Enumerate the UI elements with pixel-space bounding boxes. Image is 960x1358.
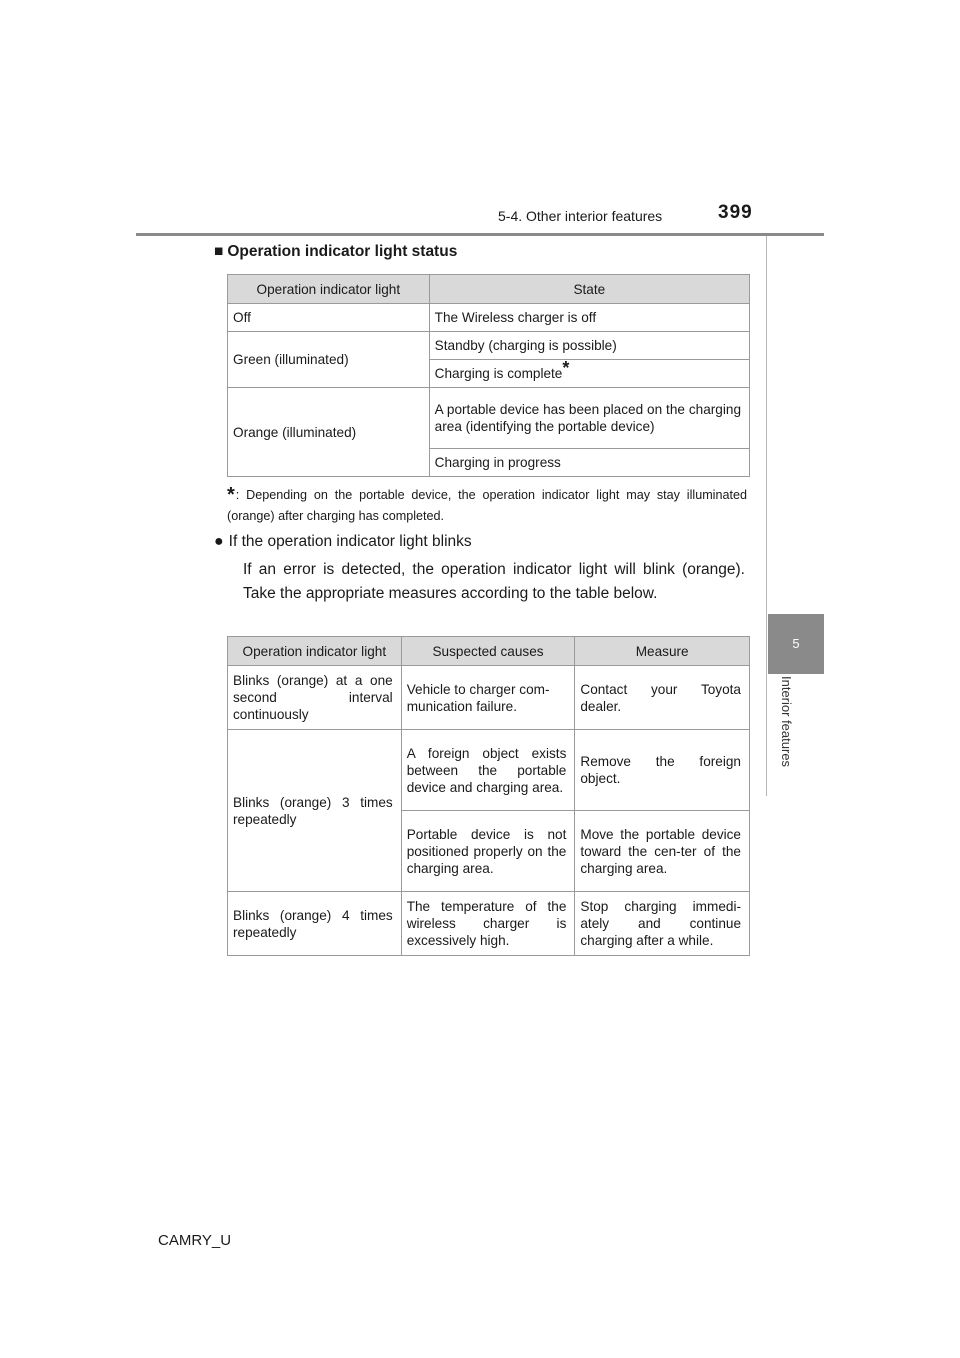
indicator-status-table [227, 274, 750, 477]
table-row [228, 892, 750, 956]
section-heading-text: Operation indicator light status [227, 243, 458, 260]
table-row [228, 304, 750, 332]
state-cell: A portable device has been placed on the charging area (identifying the portable device) [429, 388, 749, 449]
cause-cell: The temperature of the wireless charger is excessively high. [401, 892, 575, 956]
circle-bullet-icon: ● [214, 533, 224, 550]
table-header-row [228, 275, 750, 304]
table-row [228, 332, 750, 360]
column-header: Operation indicator light [228, 637, 402, 666]
square-bullet-icon: ■ [214, 243, 224, 260]
footnote [227, 485, 747, 527]
light-cell: Off [228, 304, 430, 332]
cause-cell: Vehicle to charger com-munication failure. [401, 666, 575, 730]
light-cell: Blinks (orange) 4 times repeatedly [228, 892, 402, 956]
section-heading [214, 243, 457, 261]
cause-cell: Portable device is not positioned properly on the charging area. [401, 811, 575, 892]
cause-cell: A foreign object exists between the portable device and charging area. [401, 730, 575, 811]
column-header: Suspected causes [401, 637, 575, 666]
blink-causes-table [227, 636, 750, 956]
column-header: Measure [575, 637, 750, 666]
light-cell: Orange (illuminated) [228, 388, 430, 477]
state-cell [429, 360, 749, 388]
header-divider [136, 233, 824, 236]
measure-cell: Stop charging immedi-ately and continue charging after a while. [575, 892, 750, 956]
table-row [228, 666, 750, 730]
chapter-tab: 5 [768, 614, 824, 674]
body-paragraph: If an error is detected, the operation indicator light will blink (orange). Take the appropriate measures according to the table below. [243, 561, 745, 602]
light-cell: Blinks (orange) 3 times repeatedly [228, 730, 402, 892]
side-divider [766, 236, 767, 796]
chapter-label: Interior features [779, 676, 794, 768]
column-header: Operation indicator light [228, 275, 430, 304]
light-cell: Green (illuminated) [228, 332, 430, 388]
table-row [228, 388, 750, 449]
footnote-text: : Depending on the portable device, the operation indicator light may stay illuminated (orange) after charging has completed. [227, 488, 747, 523]
table-header-row [228, 637, 750, 666]
light-cell: Blinks (orange) at a one second interval continuously [228, 666, 402, 730]
page-number: 399 [718, 202, 753, 223]
state-cell: Charging in progress [429, 449, 749, 477]
bullet-heading [214, 533, 472, 551]
footnote-asterisk: * [227, 484, 235, 506]
document-code: CAMRY_U [158, 1232, 232, 1249]
asterisk-marker: * [562, 358, 570, 378]
column-header: State [429, 275, 749, 304]
measure-cell: Move the portable device toward the cen-ter of the charging area. [575, 811, 750, 892]
bullet-heading-text: If the operation indicator light blinks [228, 533, 472, 550]
state-text: Charging is complete [434, 366, 563, 381]
state-cell: Standby (charging is possible) [429, 332, 749, 360]
table-row [228, 730, 750, 811]
measure-cell: Contact your Toyota dealer. [575, 666, 750, 730]
state-cell: The Wireless charger is off [429, 304, 749, 332]
header-section-title: 5-4. Other interior features [498, 208, 663, 224]
measure-cell: Remove the foreign object. [575, 730, 750, 811]
